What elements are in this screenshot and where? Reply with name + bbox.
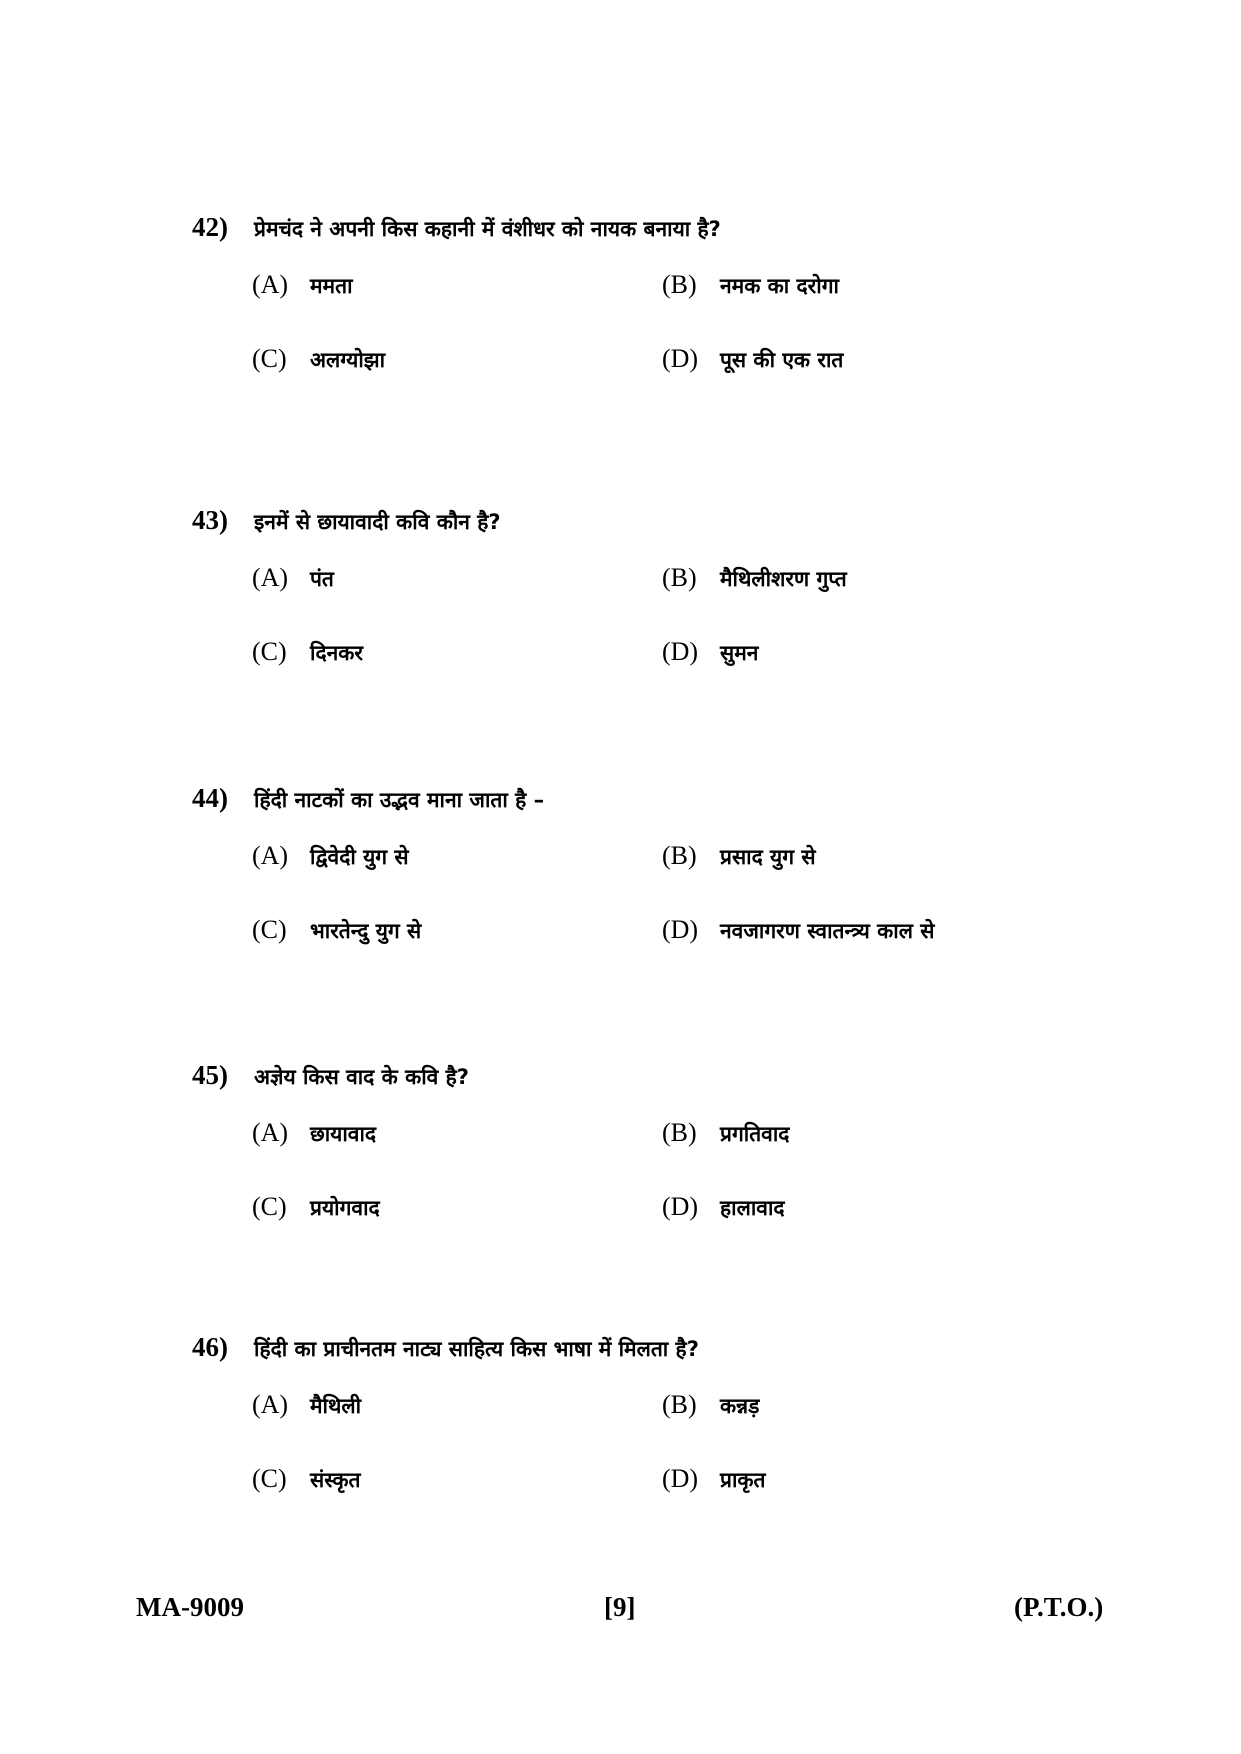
option-text: कन्नड़ xyxy=(720,1394,760,1418)
option-label: (A) xyxy=(252,270,289,299)
option-label: (B) xyxy=(662,1390,697,1419)
option-label: (D) xyxy=(662,344,699,373)
question-46 xyxy=(192,1332,1092,1493)
option-b xyxy=(662,270,1012,308)
option-label: (D) xyxy=(662,637,699,666)
option-b xyxy=(662,1390,1012,1428)
option-b xyxy=(662,563,1012,601)
option-text: अलग्योझा xyxy=(310,348,386,372)
option-label: (C) xyxy=(252,344,287,373)
option-text: द्विवेदी युग से xyxy=(310,845,409,869)
options-grid xyxy=(252,270,1012,382)
option-d xyxy=(662,344,1012,382)
option-label: (D) xyxy=(662,1464,699,1493)
option-a xyxy=(252,563,662,601)
question-43 xyxy=(192,505,1092,666)
option-label: (D) xyxy=(662,915,699,944)
question-number: 45) xyxy=(192,1060,228,1090)
option-text: प्रसाद युग से xyxy=(720,845,816,869)
option-a xyxy=(252,1390,662,1428)
question-number: 44) xyxy=(192,783,228,813)
option-text: मैथिली xyxy=(310,1394,362,1418)
options-grid xyxy=(252,563,1012,675)
question-42 xyxy=(192,212,1092,373)
option-label: (A) xyxy=(252,563,289,592)
option-text: हालावाद xyxy=(720,1196,785,1220)
option-d xyxy=(662,915,1012,953)
question-number: 46) xyxy=(192,1332,228,1362)
option-text: मैथिलीशरण गुप्त xyxy=(720,567,847,591)
option-label: (A) xyxy=(252,1118,289,1147)
page-number: [9] xyxy=(604,1592,636,1622)
question-44 xyxy=(192,783,1092,944)
option-a xyxy=(252,1118,662,1156)
question-text: अज्ञेय किस वाद के कवि है? xyxy=(254,1065,469,1089)
page-footer xyxy=(0,1592,1241,1632)
option-text: छायावाद xyxy=(310,1122,377,1146)
option-c xyxy=(252,1464,662,1502)
option-text: पूस की एक रात xyxy=(720,348,844,372)
option-a xyxy=(252,841,662,879)
option-label: (B) xyxy=(662,1118,697,1147)
option-text: सुमन xyxy=(720,641,759,665)
option-text: संस्कृत xyxy=(310,1468,361,1492)
question-text: इनमें से छायावादी कवि कौन है? xyxy=(254,510,501,534)
option-text: प्रयोगवाद xyxy=(310,1196,380,1220)
option-text: दिनकर xyxy=(310,641,363,665)
option-text: प्राकृत xyxy=(720,1468,766,1492)
options-grid xyxy=(252,1118,1012,1230)
question-text: प्रेमचंद ने अपनी किस कहानी में वंशीधर को नायक बनाया है? xyxy=(254,217,721,241)
options-grid xyxy=(252,841,1012,953)
option-text: पंत xyxy=(310,567,334,591)
option-text: प्रगतिवाद xyxy=(720,1122,790,1146)
option-b xyxy=(662,1118,1012,1156)
option-text: भारतेन्दु युग से xyxy=(310,919,422,943)
option-label: (A) xyxy=(252,841,289,870)
option-label: (B) xyxy=(662,563,697,592)
option-c xyxy=(252,915,662,953)
paper-code: MA-9009 xyxy=(136,1592,244,1622)
option-label: (C) xyxy=(252,915,287,944)
option-label: (D) xyxy=(662,1192,699,1221)
option-text: नमक का दरोगा xyxy=(720,274,839,298)
question-number: 43) xyxy=(192,505,228,535)
option-label: (C) xyxy=(252,1464,287,1493)
option-c xyxy=(252,1192,662,1230)
option-d xyxy=(662,1192,1012,1230)
option-c xyxy=(252,637,662,675)
option-label: (B) xyxy=(662,270,697,299)
options-grid xyxy=(252,1390,1012,1502)
option-text: नवजागरण स्वातन्त्र्य काल से xyxy=(720,919,935,943)
option-a xyxy=(252,270,662,308)
option-label: (B) xyxy=(662,841,697,870)
option-b xyxy=(662,841,1012,879)
option-label: (C) xyxy=(252,1192,287,1221)
option-d xyxy=(662,637,1012,675)
option-label: (A) xyxy=(252,1390,289,1419)
question-number: 42) xyxy=(192,212,228,242)
question-text: हिंदी नाटकों का उद्भव माना जाता है – xyxy=(254,788,545,812)
option-d xyxy=(662,1464,1012,1502)
option-text: ममता xyxy=(310,274,353,298)
option-c xyxy=(252,344,662,382)
option-label: (C) xyxy=(252,637,287,666)
question-45 xyxy=(192,1060,1092,1221)
pto-label: (P.T.O.) xyxy=(1014,1592,1104,1622)
question-text: हिंदी का प्राचीनतम नाट्य साहित्य किस भाषा में मिलता है? xyxy=(254,1337,699,1361)
